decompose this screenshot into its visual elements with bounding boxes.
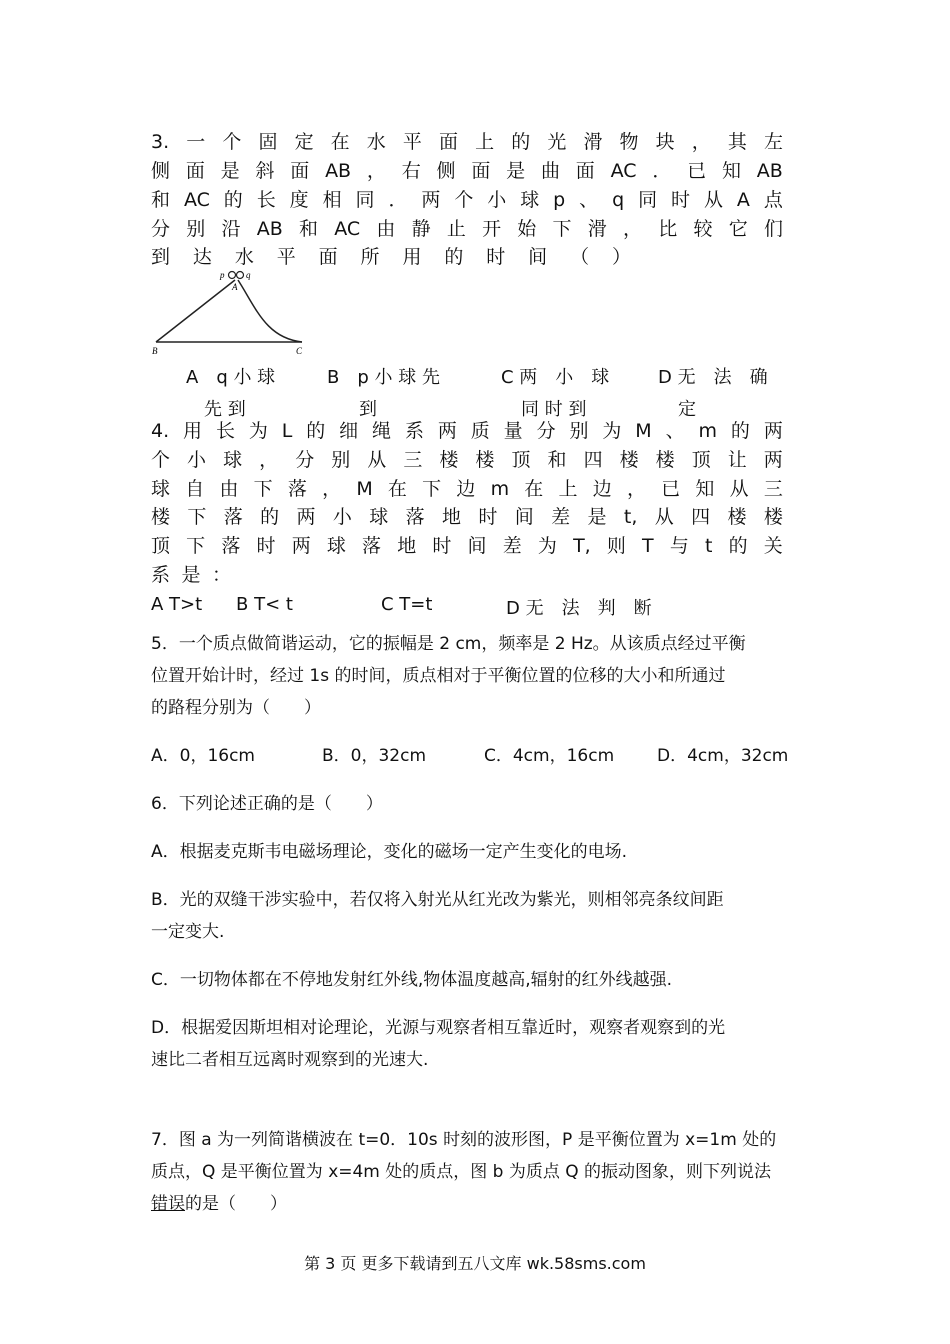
q5-line-1: 5．一个质点做简谐运动，它的振幅是 2 cm，频率是 2 Hz。从该质点经过平衡 <box>151 634 746 654</box>
q6-option-c: C．一切物体都在不停地发射红外线,物体温度越高,辐射的红外线越强. <box>151 970 673 990</box>
curve-AC <box>238 280 302 342</box>
q7-line-3-rest: 的是（ ） <box>185 1194 287 1214</box>
text-token: 间 <box>514 506 534 528</box>
text-token: 是 <box>181 564 201 586</box>
text-token: 在 <box>524 478 544 500</box>
text-token: 4. <box>151 420 170 442</box>
text-token: 让 <box>727 449 747 471</box>
text-token: 个 <box>151 449 171 471</box>
text-token: 右 <box>401 160 421 182</box>
text-token: ． <box>652 160 672 182</box>
text-token: ． <box>388 189 408 211</box>
text-token: 静 <box>411 218 431 240</box>
text-token: m <box>490 478 510 500</box>
text-token: 较 <box>693 218 713 240</box>
label-q: q <box>246 270 251 280</box>
text-token: 分 <box>151 218 171 240</box>
text-token: 地 <box>397 535 417 557</box>
q6-option-b-line-1: B．光的双缝干涉实验中，若仅将入射光从红光改为紫光，则相邻亮条纹间距 <box>151 890 724 910</box>
text-token: 落 <box>221 535 241 557</box>
text-token: 平 <box>276 246 296 268</box>
q3-line-5 <box>151 248 631 267</box>
text-token: 落 <box>405 506 425 528</box>
q4-option-a: A T>t <box>151 594 203 615</box>
q7-line-3 <box>151 1189 287 1214</box>
text-token: 别 <box>569 420 589 442</box>
q5-option-d: D．4cm，32cm <box>657 746 789 766</box>
text-token: 分 <box>295 449 315 471</box>
text-token: 上 <box>475 131 495 153</box>
text-token: 两 <box>421 189 441 211</box>
text-token: AC <box>183 189 210 211</box>
text-token: 间 <box>528 246 548 268</box>
text-token: 的 <box>444 246 464 268</box>
text-token: 两 <box>291 535 311 557</box>
text-token: 楼 <box>763 506 783 528</box>
text-token: 从 <box>703 189 723 211</box>
text-token: 球 <box>223 449 243 471</box>
text-token: 同 <box>355 189 375 211</box>
text-token: （ <box>570 246 590 268</box>
text-token: 所 <box>360 246 380 268</box>
text-token: 块 <box>655 131 675 153</box>
q4-option-b: B T< t <box>236 594 293 615</box>
text-token: 同 <box>638 189 658 211</box>
text-token: 地 <box>442 506 462 528</box>
text-token: 知 <box>721 160 741 182</box>
text-token: 面 <box>290 160 310 182</box>
q4-line-2 <box>151 451 783 470</box>
text-token: 由 <box>219 478 239 500</box>
text-token: 3. <box>151 131 170 153</box>
text-token: 顶 <box>511 449 531 471</box>
q3-option-d-line2: 定 <box>678 399 696 420</box>
text-token: 落 <box>287 478 307 500</box>
text-token: 面 <box>185 160 205 182</box>
text-token: 边 <box>456 478 476 500</box>
label-p: p <box>220 270 225 280</box>
text-token: 面 <box>318 246 338 268</box>
text-token: 球 <box>369 506 389 528</box>
q3-option-c-line1: C 两 小 球 <box>501 367 610 388</box>
text-token: 曲 <box>540 160 560 182</box>
text-token: 和 <box>151 189 171 211</box>
text-token: 是 <box>587 506 607 528</box>
text-token: 球 <box>151 478 171 500</box>
text-token: 细 <box>339 420 359 442</box>
page-footer: 第 3 页 更多下载请到五八文库 wk.58sms.com <box>304 1254 646 1273</box>
text-token: 、 <box>665 420 685 442</box>
text-token: ， <box>322 478 342 500</box>
text-token: 别 <box>186 218 206 240</box>
q3-option-a <box>186 363 275 421</box>
text-token: AB <box>325 160 352 182</box>
text-token: 差 <box>502 535 522 557</box>
text-token: 物 <box>619 131 639 153</box>
text-token: ： <box>211 564 231 586</box>
text-token: 从 <box>367 449 387 471</box>
q7-line-2: 质点，Q 是平衡位置为 x=4m 处的质点，图 b 为质点 Q 的振动图象，则下列说法 <box>151 1162 772 1182</box>
q4-line-3 <box>151 480 783 499</box>
text-token: 其 <box>727 131 747 153</box>
q3-line-1 <box>151 133 783 152</box>
q4-line-1 <box>151 422 783 441</box>
text-token: 一 <box>186 131 206 153</box>
text-token: 时 <box>432 535 452 557</box>
text-token: 点 <box>763 189 783 211</box>
q3-option-d <box>658 363 768 421</box>
q3-option-b-line1: B p 小 球 先 <box>327 367 440 388</box>
text-token: M <box>635 420 652 442</box>
q3-line-4 <box>151 220 783 239</box>
text-token: 左 <box>763 131 783 153</box>
text-token: 长 <box>215 420 235 442</box>
text-token: 用 <box>402 246 422 268</box>
text-token: 度 <box>289 189 309 211</box>
text-token: 楼 <box>475 449 495 471</box>
q7-underlined-word: 错误 <box>151 1194 185 1214</box>
text-token: 绳 <box>372 420 392 442</box>
text-token: 的 <box>223 189 243 211</box>
ball-q <box>237 272 244 279</box>
text-token: q <box>612 189 625 211</box>
text-token: 已 <box>687 160 707 182</box>
text-token: T <box>642 535 654 557</box>
text-token: t <box>704 535 713 557</box>
q5-option-a: A．0，16cm <box>151 746 255 766</box>
text-token: 比 <box>658 218 678 240</box>
q6-stem: 6．下列论述正确的是（ ） <box>151 794 383 814</box>
text-token: 三 <box>763 478 783 500</box>
text-token: 在 <box>330 131 350 153</box>
text-token: 是 <box>220 160 240 182</box>
q6-option-d-line-2: 速比二者相互远离时观察到的光速大. <box>151 1050 429 1070</box>
text-token: 两 <box>296 506 316 528</box>
text-token: AB <box>756 160 783 182</box>
text-token: 落 <box>362 535 382 557</box>
text-token: 分 <box>536 420 556 442</box>
text-token: 面 <box>471 160 491 182</box>
text-token: AB <box>256 218 283 240</box>
text-token: 与 <box>669 535 689 557</box>
text-token: AC <box>334 218 361 240</box>
text-token: 斜 <box>255 160 275 182</box>
text-token: 落 <box>223 506 243 528</box>
q4-option-c: C T=t <box>381 594 433 615</box>
text-token: 楼 <box>727 506 747 528</box>
q4-option-d: D 无 法 判 断 <box>506 598 652 619</box>
text-token: A <box>736 189 750 211</box>
text-token: t, <box>623 506 638 528</box>
text-token: 下 <box>422 478 442 500</box>
text-token: ， <box>623 218 643 240</box>
text-token: 们 <box>763 218 783 240</box>
text-token: 、 <box>579 189 599 211</box>
text-token: 球 <box>326 535 346 557</box>
text-token: 的 <box>728 535 748 557</box>
text-token: ， <box>691 131 711 153</box>
text-token: 时 <box>671 189 691 211</box>
q3-option-a-line2: 先 到 <box>204 399 246 420</box>
text-token: 顶 <box>151 535 171 557</box>
text-token: 四 <box>691 506 711 528</box>
text-token: 质 <box>470 420 490 442</box>
text-token: 沿 <box>221 218 241 240</box>
text-token: 下 <box>187 506 207 528</box>
slope-AB <box>156 280 235 342</box>
text-token: 水 <box>234 246 254 268</box>
text-token: 两 <box>763 420 783 442</box>
text-token: 止 <box>446 218 466 240</box>
text-token: 和 <box>547 449 567 471</box>
text-token: 顶 <box>691 449 711 471</box>
text-token: 为 <box>248 420 268 442</box>
q3-option-a-line1: A q 小 球 <box>186 367 276 388</box>
text-token: 侧 <box>436 160 456 182</box>
text-token: 时 <box>478 506 498 528</box>
text-token: 个 <box>454 189 474 211</box>
q7-line-1: 7．图 a 为一列简谐横波在 t=0．10s 时刻的波形图，P 是平衡位置为 x=1m 处的 <box>151 1130 777 1150</box>
text-token: 光 <box>547 131 567 153</box>
text-token: 自 <box>185 478 205 500</box>
text-token: 边 <box>592 478 612 500</box>
text-token: 的 <box>306 420 326 442</box>
text-token: 时 <box>256 535 276 557</box>
text-token: 关 <box>763 535 783 557</box>
text-token: ） <box>611 246 631 268</box>
q3-option-c <box>501 363 609 421</box>
text-token: 由 <box>376 218 396 240</box>
text-token: 知 <box>695 478 715 500</box>
q5-option-c: C．4cm，16cm <box>484 746 615 766</box>
text-token: 面 <box>439 131 459 153</box>
text-token: 的 <box>730 420 750 442</box>
q6-option-b-line-2: 一定变大. <box>151 922 225 942</box>
text-token: 已 <box>661 478 681 500</box>
text-token: 到 <box>151 246 171 268</box>
text-token: 滑 <box>583 131 603 153</box>
text-token: 楼 <box>151 506 171 528</box>
q3-option-d-line1: D 无 法 确 <box>658 367 768 388</box>
ball-p <box>229 272 236 279</box>
text-token: ， <box>626 478 646 500</box>
q3-figure <box>146 268 316 360</box>
text-token: 两 <box>763 449 783 471</box>
text-token: 系 <box>151 564 171 586</box>
text-token: 用 <box>183 420 203 442</box>
text-token: 三 <box>403 449 423 471</box>
q3-line-2 <box>151 162 783 181</box>
text-token: 它 <box>728 218 748 240</box>
q4-line-6 <box>151 566 231 585</box>
text-token: 小 <box>332 506 352 528</box>
text-token: 水 <box>366 131 386 153</box>
text-token: 小 <box>487 189 507 211</box>
text-token: 四 <box>583 449 603 471</box>
text-token: 的 <box>260 506 280 528</box>
text-token: 的 <box>511 131 531 153</box>
text-token: 面 <box>575 160 595 182</box>
text-token: 和 <box>298 218 318 240</box>
q4-line-4 <box>151 508 783 527</box>
text-token: 球 <box>520 189 540 211</box>
text-token: AC <box>610 160 637 182</box>
q3-option-b <box>327 363 440 421</box>
q3-option-b-line2: 到 <box>359 399 377 420</box>
text-token: 个 <box>222 131 242 153</box>
label-C: C <box>296 346 303 356</box>
text-token: 长 <box>256 189 276 211</box>
q6-option-d-line-1: D．根据爱因斯坦相对论理论，光源与观察者相互靠近时，观察者观察到的光 <box>151 1018 726 1038</box>
text-token: 为 <box>537 535 557 557</box>
text-token: T, <box>573 535 591 557</box>
text-token: 相 <box>322 189 342 211</box>
text-token: L <box>281 420 293 442</box>
text-token: 侧 <box>151 160 171 182</box>
text-token: 平 <box>402 131 422 153</box>
text-token: 上 <box>558 478 578 500</box>
q6-option-a: A．根据麦克斯韦电磁场理论，变化的磁场一定产生变化的电场. <box>151 842 628 862</box>
text-token: 下 <box>186 535 206 557</box>
q5-line-2: 位置开始计时，经过 1s 的时间，质点相对于平衡位置的位移的大小和所通过 <box>151 666 726 686</box>
text-token: M <box>356 478 373 500</box>
text-token: 别 <box>331 449 351 471</box>
text-token: 小 <box>187 449 207 471</box>
text-token: ， <box>366 160 386 182</box>
text-token: 楼 <box>439 449 459 471</box>
text-token: p <box>553 189 566 211</box>
text-token: 为 <box>602 420 622 442</box>
text-token: 始 <box>517 218 537 240</box>
text-token: 从 <box>729 478 749 500</box>
text-token: 开 <box>482 218 502 240</box>
text-token: 两 <box>437 420 457 442</box>
q5-line-3: 的路程分别为（ ） <box>151 698 321 718</box>
q3-line-3 <box>151 191 783 210</box>
text-token: 从 <box>654 506 674 528</box>
q4-line-5 <box>151 537 783 556</box>
text-token: 量 <box>503 420 523 442</box>
text-token: 差 <box>551 506 571 528</box>
label-B: B <box>152 346 158 356</box>
text-token: 楼 <box>619 449 639 471</box>
text-token: 是 <box>506 160 526 182</box>
text-token: 在 <box>387 478 407 500</box>
q3-option-c-line2: 同 时 到 <box>521 399 587 420</box>
text-token: 定 <box>294 131 314 153</box>
text-token: 楼 <box>655 449 675 471</box>
text-token: 时 <box>486 246 506 268</box>
text-token: 固 <box>258 131 278 153</box>
text-token: 系 <box>404 420 424 442</box>
text-token: 下 <box>253 478 273 500</box>
text-token: 间 <box>467 535 487 557</box>
text-token: ， <box>259 449 279 471</box>
text-token: 下 <box>552 218 572 240</box>
text-token: m <box>698 420 718 442</box>
label-A: A <box>232 282 238 292</box>
text-token: 达 <box>192 246 212 268</box>
text-token: 滑 <box>587 218 607 240</box>
q5-option-b: B．0，32cm <box>322 746 427 766</box>
text-token: 则 <box>606 535 626 557</box>
